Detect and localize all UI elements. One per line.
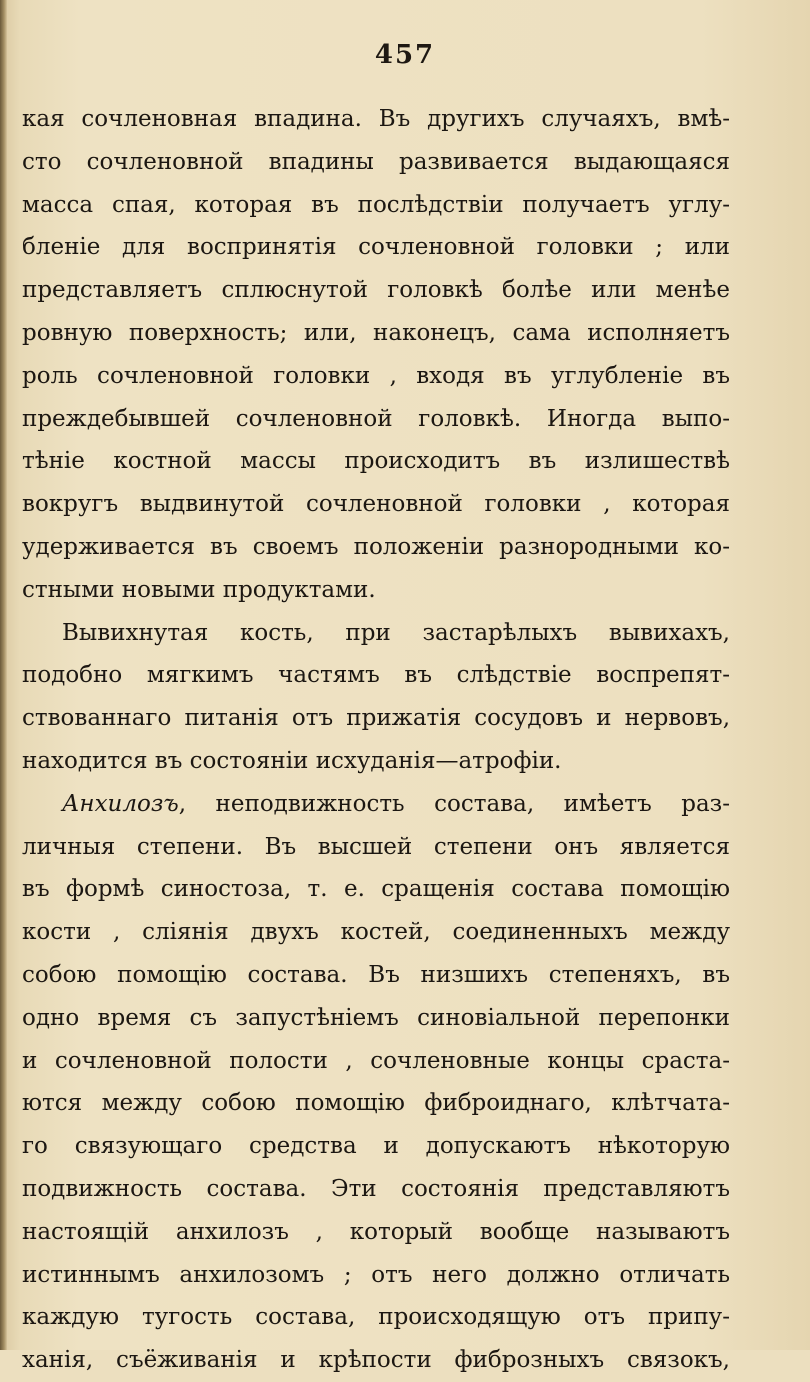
- text-line: личныя степени. Въ высшей степени онъ является: [22, 833, 730, 860]
- text-line: го связующаго средства и допускаютъ нѣкоторую: [22, 1133, 730, 1160]
- text-line: истиннымъ анхилозомъ ; отъ него должно отличать: [22, 1261, 730, 1288]
- text-line: одно время съ запустѣніемъ синовіальной перепонки: [22, 1004, 730, 1031]
- text-line: ствованнаго питанія отъ прижатія сосудовъ и нервовъ,: [22, 705, 730, 732]
- text-line: каждую тугость состава, происходящую отъ припу-: [22, 1304, 730, 1331]
- text-line: подобно мягкимъ частямъ въ слѣдствіе воспрепят-: [22, 662, 730, 689]
- paragraph-dislocated-bone: [22, 612, 730, 783]
- text-line: тѣніе костной массы происходитъ въ излишествѣ: [22, 448, 730, 475]
- text-line: кости , слiянія двухъ костей, соединенныхъ между: [22, 919, 730, 946]
- text-line-rest: , неподвижность состава, имѣетъ раз-: [178, 790, 730, 817]
- text-line: кая сочленовная впадина. Въ другихъ случаяхъ, вмѣ-: [22, 106, 730, 132]
- text-line: ются между собою помощію фиброиднаго, клѣтчата-: [22, 1090, 730, 1117]
- text-line: ровную поверхность; или, наконецъ, сама исполняетъ: [22, 319, 730, 346]
- text-line: подвижность состава. Эти состоянія представляютъ: [22, 1175, 730, 1202]
- text-line: сто сочленовной впадины развивается выдающаяся: [22, 148, 730, 175]
- text-line: собою помощію состава. Въ низшихъ степеняхъ, въ: [22, 961, 730, 988]
- text-line: [22, 783, 730, 826]
- text-line: въ формѣ синостоза, т. е. сращенія состава помощію: [22, 876, 730, 903]
- text-line: стными новыми продуктами.: [22, 576, 376, 603]
- page-number: 457: [374, 40, 436, 70]
- text-line: находится въ состояніи исхуданія—атрофіи.: [22, 747, 562, 774]
- text-line: бленіе для воспринятія сочленовной головки ; или: [22, 234, 730, 261]
- text-line: настоящій анхилозъ , который вообще называютъ: [22, 1218, 730, 1245]
- paragraph-continuation: [22, 98, 730, 612]
- text-line: масса спая, которая въ послѣдствіи получаетъ углу-: [22, 191, 730, 218]
- paragraph-ankylosis: [22, 783, 730, 1382]
- text-line: и сочленовной полости , сочленовные концы сраста-: [22, 1047, 730, 1074]
- text-line: преждебывшей сочленовной головкѣ. Иногда выпо-: [22, 405, 730, 432]
- text-line: удерживается въ своемъ положеніи разнородными ко-: [22, 533, 730, 560]
- text-line: вокругъ выдвинутой сочленовной головки , которая: [22, 491, 730, 518]
- text-line: Вывихнутая кость, при застарѣлыхъ вывихахъ,: [62, 619, 730, 646]
- text-line: роль сочленовной головки , входя въ углубленіе въ: [22, 362, 730, 389]
- text-line: представляетъ сплюснутой головкѣ болѣе или менѣе: [22, 277, 730, 304]
- binding-edge: [0, 0, 7, 1350]
- ankylosis-term: Анхилозъ: [62, 790, 179, 817]
- body-text: [22, 98, 730, 1382]
- text-line: ханія, съёживанія и крѣпости фиброзныхъ связокъ,: [22, 1347, 730, 1374]
